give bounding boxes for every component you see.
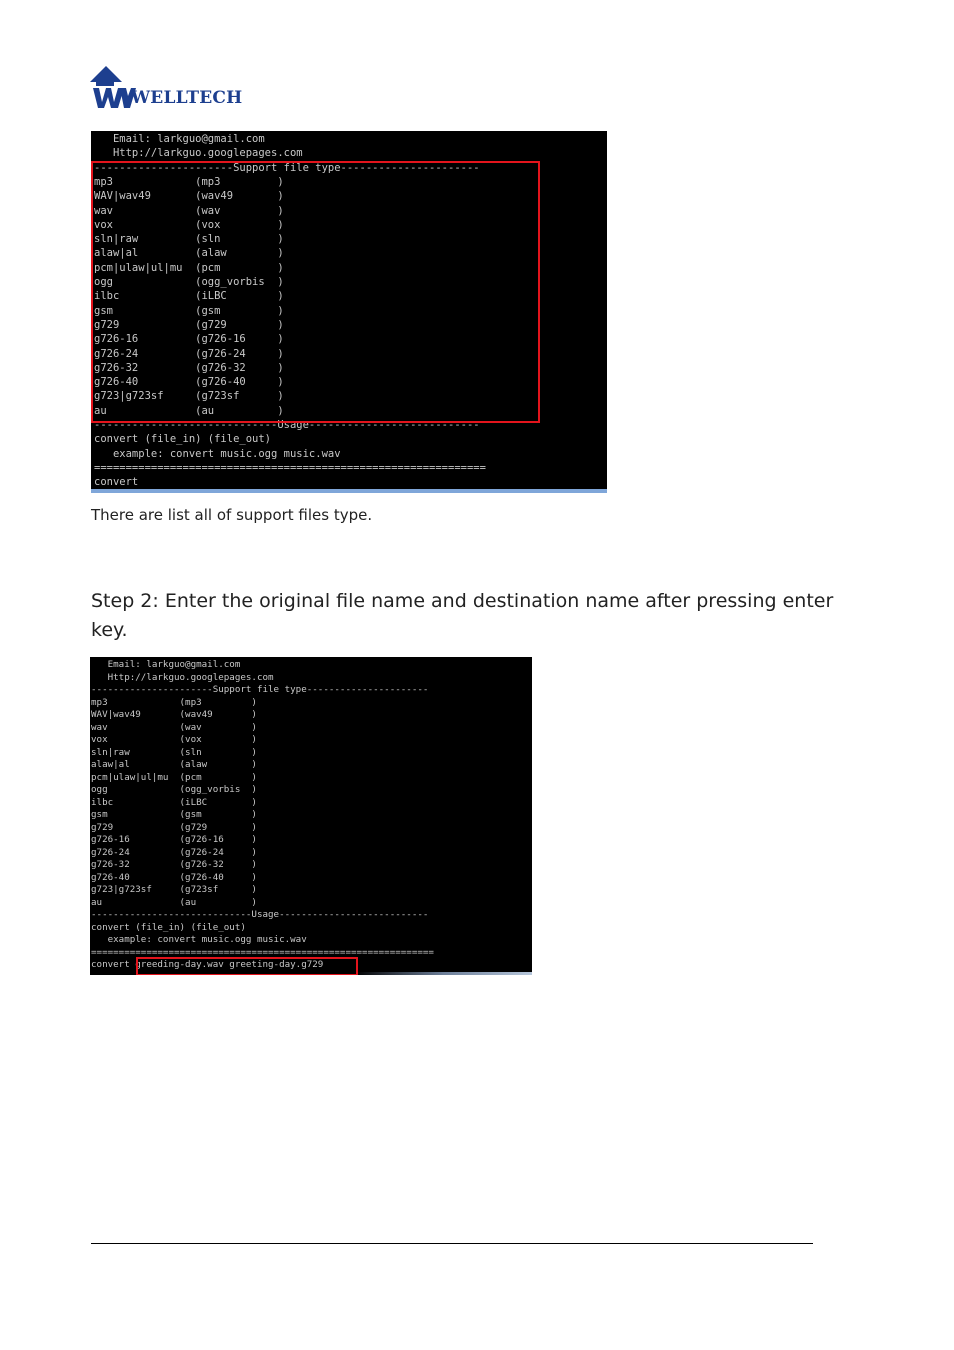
filenames-highlight	[136, 957, 358, 975]
console-line: sln|raw (sln )	[94, 233, 284, 246]
console-line: WAV|wav49 (wav49 )	[94, 190, 284, 203]
console-line: g723|g723sf (g723sf )	[91, 884, 257, 895]
console-line: ==============================================================	[91, 946, 434, 958]
console-line: convert greeding-day.wav greeting-day.g729	[91, 959, 324, 970]
console-line: ----------------------Support file type----------------------	[94, 161, 480, 174]
console-line: vox (vox )	[91, 734, 257, 745]
console-line: example: convert music.ogg music.wav	[91, 934, 307, 945]
support-file-type-highlight	[91, 161, 540, 423]
console-line: g729 (g729 )	[94, 318, 284, 331]
console-screenshot-support-types	[91, 131, 607, 493]
console-line: au (au )	[94, 404, 284, 417]
welltech-logo	[90, 66, 266, 110]
console-line: pcm|ulaw|ul|mu (pcm )	[91, 771, 257, 783]
console-line: example: convert music.ogg music.wav	[94, 447, 341, 460]
console-line: -----------------------------Usage---------------------------	[94, 419, 480, 431]
console-line: ilbc (iLBC )	[91, 796, 257, 808]
console-line: g723|g723sf (g723sf )	[94, 390, 284, 403]
console-line: g726-16 (g726-16 )	[94, 333, 284, 346]
console-line: alaw|al (alaw )	[94, 247, 284, 260]
console-line: ogg (ogg_vorbis )	[91, 784, 257, 795]
console-line: ogg (ogg_vorbis )	[94, 276, 284, 288]
console-line: g726-16 (g726-16 )	[91, 834, 257, 845]
console-line: wav (wav )	[94, 204, 284, 217]
console-line: g726-24 (g726-24 )	[94, 347, 284, 360]
console-line: alaw|al (alaw )	[91, 759, 257, 770]
console-line: ----------------------Support file type----------------------	[91, 684, 429, 695]
footer-divider	[91, 1243, 813, 1244]
console-line: -----------------------------Usage---------------------------	[91, 909, 429, 920]
console-line: mp3 (mp3 )	[91, 696, 257, 708]
console-line: g726-32 (g726-32 )	[94, 361, 284, 374]
console-line: sln|raw (sln )	[91, 746, 257, 758]
console-line: g726-24 (g726-24 )	[91, 846, 257, 858]
console-line: vox (vox )	[94, 218, 284, 231]
console-line: ==============================================================	[94, 461, 486, 474]
console-line: WAV|wav49 (wav49 )	[91, 709, 257, 720]
console-line: convert	[94, 476, 139, 489]
step-2-instruction: Step 2: Enter the original file name and destination name after pressing enter key.	[91, 590, 834, 641]
console-line: g726-40 (g726-40 )	[94, 376, 284, 389]
console-line: wav (wav )	[91, 721, 257, 733]
console-bottom-strip	[91, 489, 607, 493]
console-line: Http://larkguo.googlepages.com	[91, 671, 274, 683]
console-screenshot-convert-command	[90, 657, 532, 975]
console-line: g726-40 (g726-40 )	[91, 871, 257, 883]
console-line: convert (file_in) (file_out)	[94, 433, 272, 446]
console-line: au (au )	[91, 896, 257, 908]
console-line: g726-32 (g726-32 )	[91, 859, 257, 870]
console-line: Email: larkguo@gmail.com	[91, 659, 241, 670]
console-line: Http://larkguo.googlepages.com	[94, 147, 303, 160]
console-line: g729 (g729 )	[91, 821, 257, 833]
console-line: convert (file_in) (file_out)	[91, 921, 246, 933]
logo-wordmark: WELLTECH	[131, 88, 243, 108]
console-line: gsm (gsm )	[91, 809, 257, 820]
console-line: mp3 (mp3 )	[94, 175, 284, 188]
console-line: Email: larkguo@gmail.com	[94, 133, 265, 145]
console-line: pcm|ulaw|ul|mu (pcm )	[94, 261, 284, 274]
console-line: ilbc (iLBC )	[94, 290, 284, 303]
caption: There are list all of support files type.	[91, 506, 373, 524]
console-line: gsm (gsm )	[94, 304, 284, 317]
